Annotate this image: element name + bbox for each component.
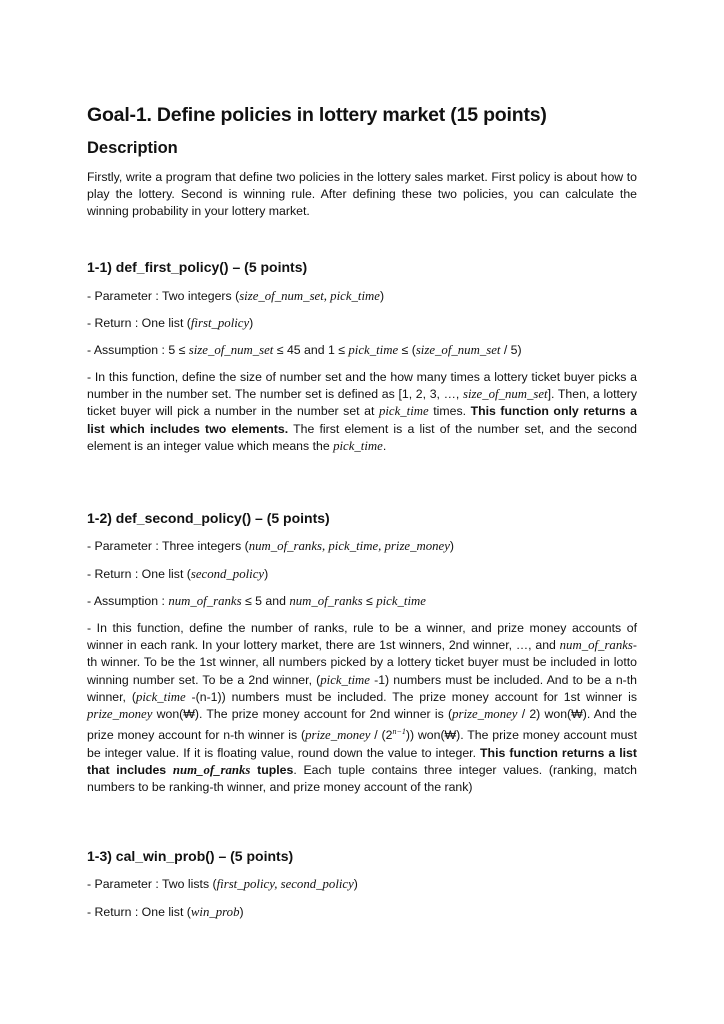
second-policy-return: - Return : One list (second_policy) xyxy=(87,567,269,581)
first-policy-assumption: - Assumption : 5 ≤ size_of_num_set ≤ 45 and 1 ≤ pick_time ≤ (size_of_num_set / 5) xyxy=(87,343,522,357)
description-heading: Description xyxy=(87,139,178,157)
section-heading-first-policy: 1-1) def_first_policy() – (5 points) xyxy=(87,259,308,275)
second-policy-assumption: - Assumption : num_of_ranks ≤ 5 and num_of_ranks ≤ pick_time xyxy=(87,594,426,608)
first-policy-return: - Return : One list (first_policy) xyxy=(87,316,254,330)
second-policy-body: - In this function, define the number of ranks, rule to be a winner, and prize money accounts of winner in each rank. In your lottery market, there are 1st winners, 2nd winner, …, and num_of_ranks-th winner. To be the 1st winner, all numbers picked by a lottery ticket buyer must be included in lotto winning number set. To be a 2nd winner, (pick_time -1) numbers must be included. And to be a n-th winner, (pick_time -(n-1)) numbers must be included. The prize money account for 1st winner is prize_money won(₩). The prize money account for 2nd winner is (prize_money / 2) won(₩). And the prize money account for n-th winner is (prize_money / $(2^{n-1})$) won(₩). The prize money account must be integer value. If it is floating value, round down the value to integer. This function returns a list that includes num_of_ranks tuples. Each tuple contains three integer values. (ranking, match numbers to be ranking-th winner, and prize money account of the rank) xyxy=(87,621,638,794)
description-paragraph: Firstly, write a program that define two policies in the lottery sales market. First policy is about how to play the lottery. Second is winning rule. After defining these two policies, you can calculate the winning probability in your lottery market. xyxy=(87,170,637,219)
cal-win-prob-parameter: - Parameter : Two lists (first_policy, second_policy) xyxy=(87,877,358,891)
cal-win-prob-return: - Return : One list (win_prob) xyxy=(87,905,244,919)
section-heading-second-policy: 1-2) def_second_policy() – (5 points) xyxy=(87,510,330,526)
first-policy-body: - In this function, define the size of number set and the how many times a lottery ticket buyer picks a number in the number set. The number set is defined as [1, 2, 3, …, size_of_num_set]. Then, a lottery ticket buyer will pick a number in the number set at pick_time times. This function only returns a list which includes two elements. The first element is a list of the number set, and the second element is an integer value which means the pick_time. xyxy=(87,370,638,453)
second-policy-parameter: - Parameter : Three integers (num_of_ranks, pick_time, prize_money) xyxy=(87,539,455,553)
first-policy-parameter: - Parameter : Two integers (size_of_num_set, pick_time) xyxy=(87,289,385,303)
section-heading-cal-win-prob: 1-3) cal_win_prob() – (5 points) xyxy=(87,848,294,864)
page-title: Goal-1. Define policies in lottery market (15 points) xyxy=(87,104,547,126)
